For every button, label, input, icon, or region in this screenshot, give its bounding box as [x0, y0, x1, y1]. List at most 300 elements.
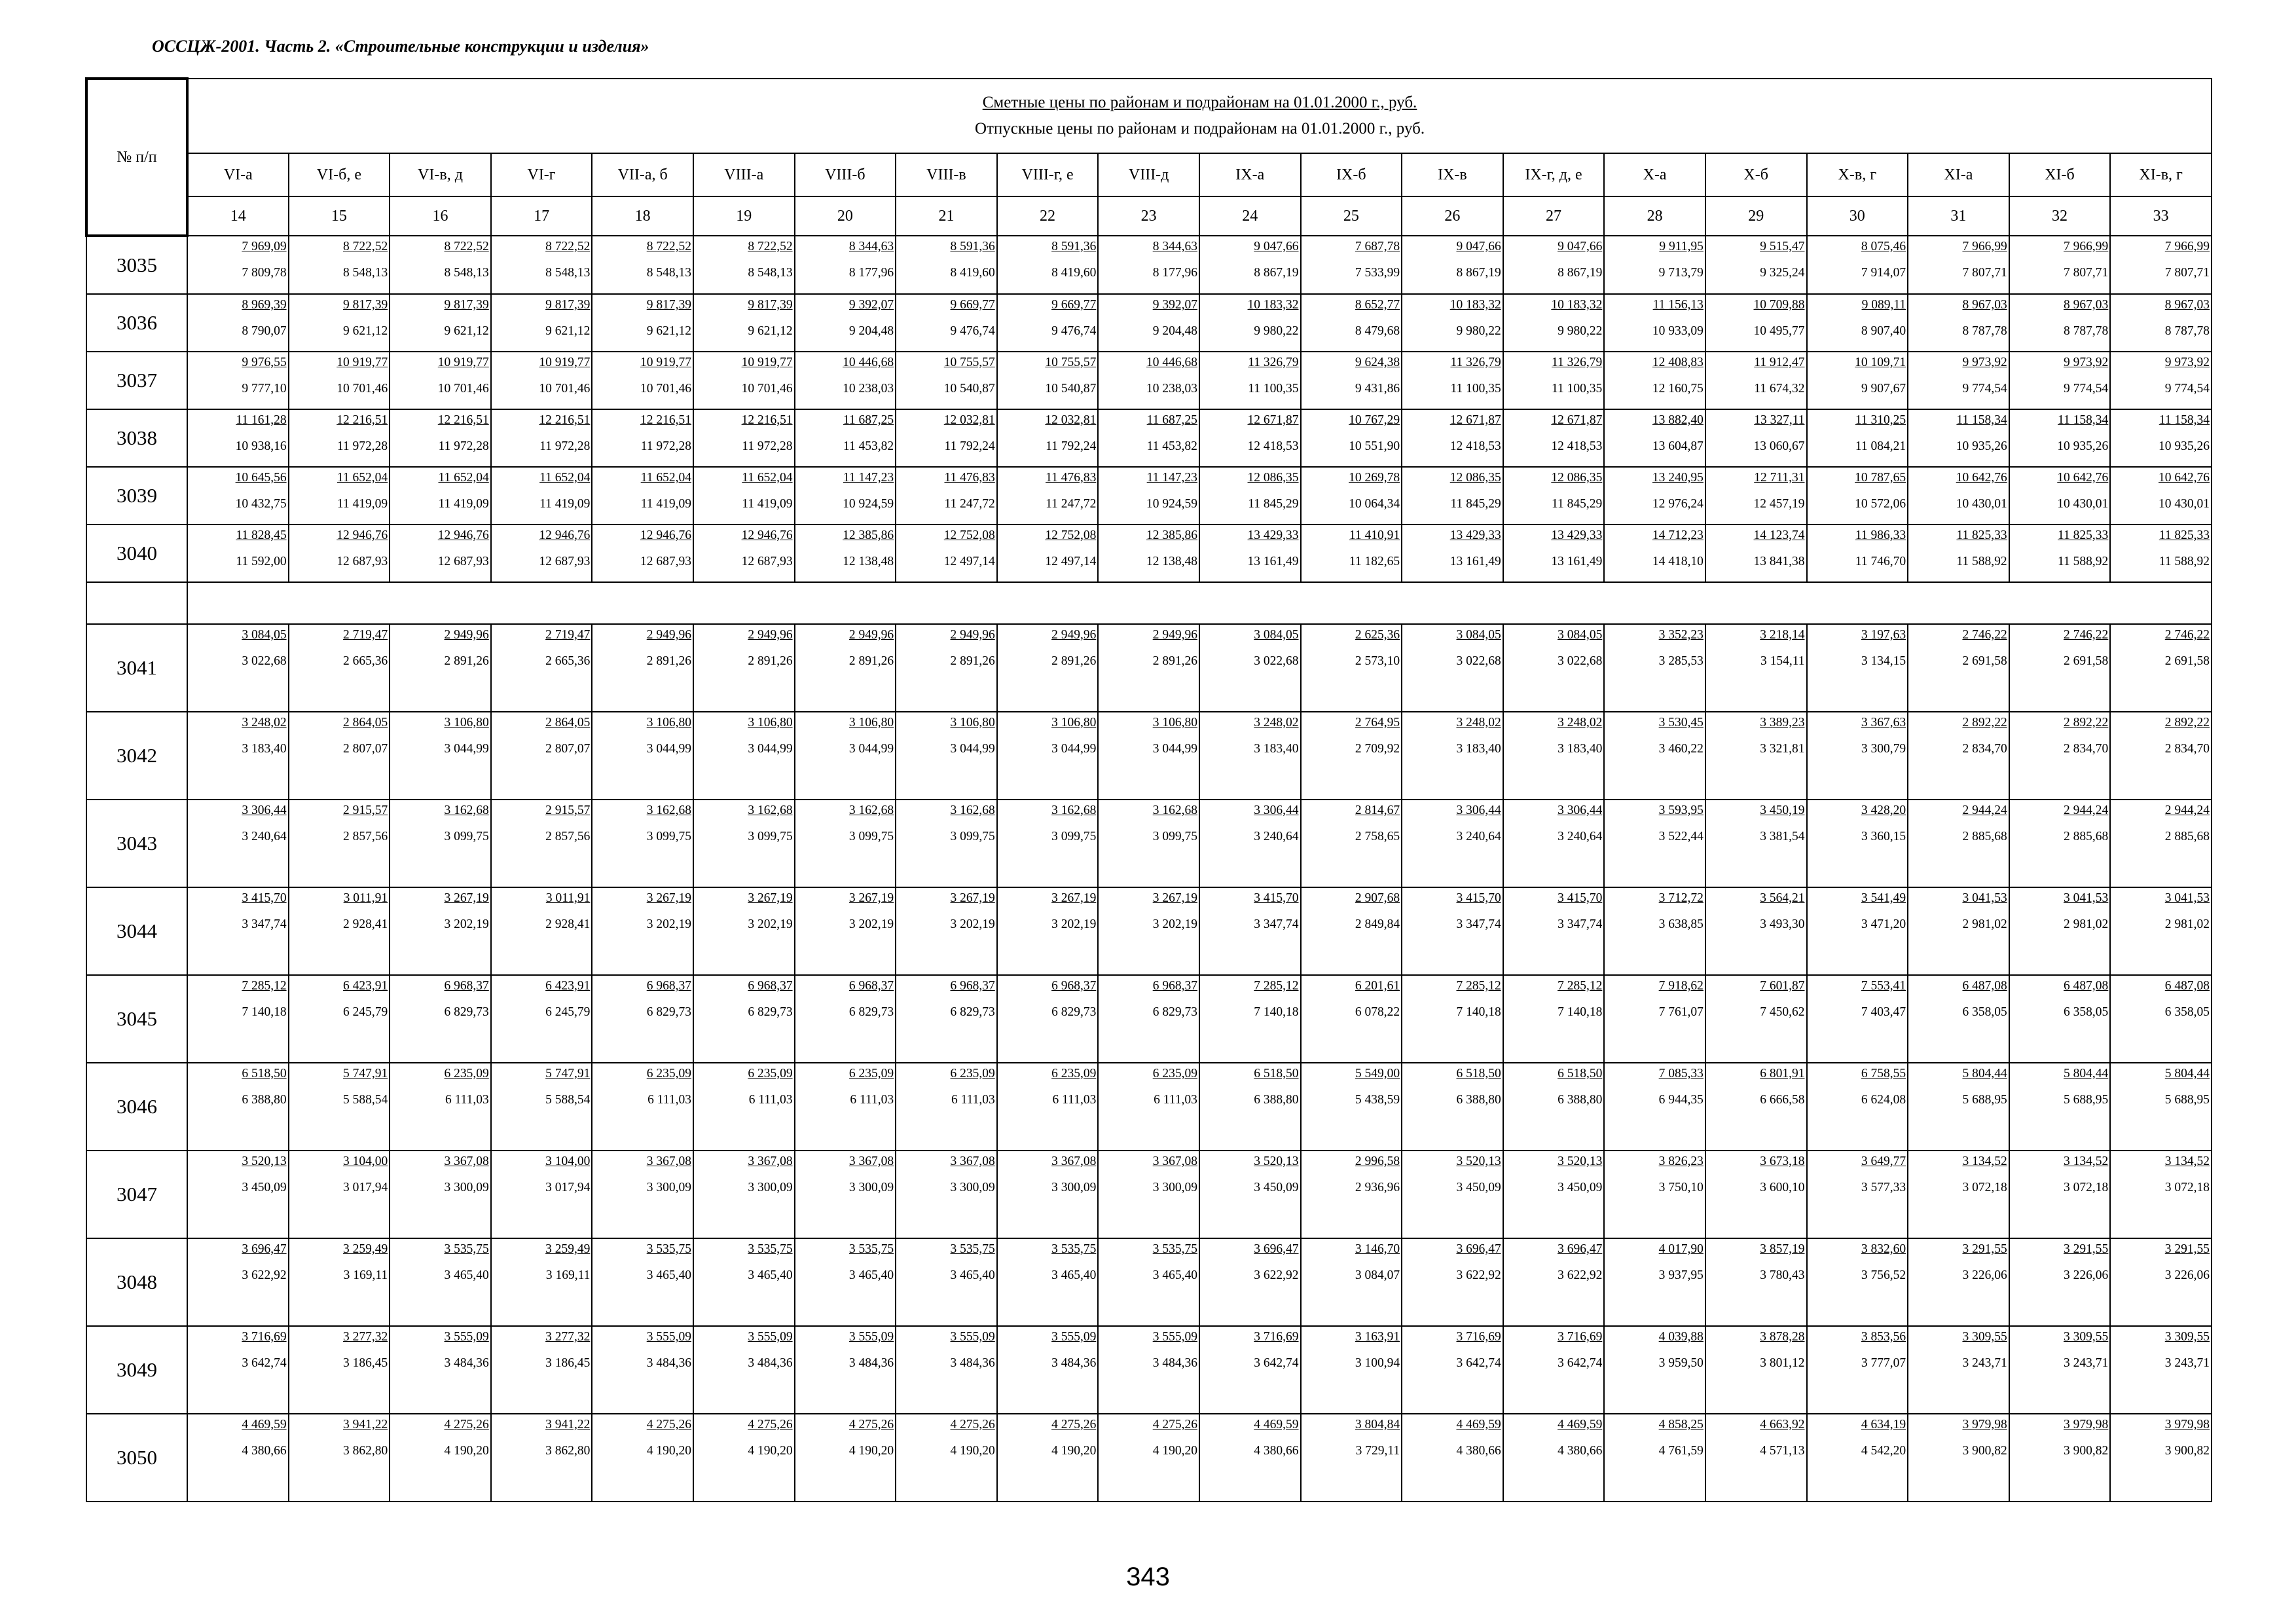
estimated-price: 3 291,55 [2164, 1242, 2210, 1256]
price-cell [1301, 800, 1402, 887]
price-cell [997, 236, 1099, 294]
estimated-price: 2 719,47 [342, 628, 388, 642]
release-price: 3 240,64 [242, 830, 287, 843]
release-price: 10 238,03 [843, 382, 894, 396]
price-cell [1402, 1326, 1503, 1414]
release-price: 11 588,92 [1956, 555, 2007, 568]
price-cell [2110, 1063, 2212, 1151]
price-cell [187, 800, 289, 887]
estimated-price: 3 696,47 [1558, 1242, 1603, 1256]
price-cell [1503, 236, 1605, 294]
estimated-price: 10 446,68 [843, 356, 894, 369]
price-cell [1199, 1063, 1301, 1151]
price-cell [1604, 467, 1705, 525]
price-cell [693, 352, 795, 409]
price-cell [1604, 712, 1705, 800]
estimated-price: 9 669,77 [1051, 298, 1097, 312]
estimated-price: 8 722,52 [444, 240, 489, 253]
release-price: 8 787,78 [2064, 324, 2109, 338]
column-number: 16 [390, 196, 491, 236]
estimated-price: 10 709,88 [1753, 298, 1805, 312]
price-cell [1503, 1063, 1605, 1151]
release-price: 2 981,02 [1962, 917, 2007, 931]
estimated-price: 3 041,53 [2164, 891, 2210, 905]
release-price: 3 484,36 [646, 1356, 691, 1370]
price-cell [795, 1326, 896, 1414]
item-code: 3048 [86, 1238, 187, 1326]
estimated-price: 3 367,08 [1152, 1154, 1197, 1168]
release-price: 2 857,56 [342, 830, 388, 843]
price-cell [491, 624, 592, 712]
estimated-price: 3 306,44 [242, 803, 287, 817]
estimated-price: 3 248,02 [1254, 716, 1299, 729]
estimated-price: 8 344,63 [1152, 240, 1197, 253]
estimated-price: 10 645,56 [235, 471, 287, 485]
release-price: 7 450,62 [1760, 1005, 1805, 1019]
region-header: XI-б [2009, 153, 2111, 196]
estimated-price: 13 327,11 [1754, 413, 1805, 427]
price-cell [1908, 236, 2009, 294]
estimated-price: 3 878,28 [1760, 1330, 1805, 1344]
price-cell [1908, 467, 2009, 525]
price-cell [896, 712, 997, 800]
release-price: 2 665,36 [342, 654, 388, 668]
price-cell [1705, 800, 1807, 887]
estimated-price: 3 267,19 [444, 891, 489, 905]
price-cell [997, 1414, 1099, 1502]
estimated-price: 3 248,02 [1558, 716, 1603, 729]
release-price: 11 746,70 [1855, 555, 1906, 568]
release-price: 7 807,71 [2064, 266, 2109, 280]
price-cell [1908, 294, 2009, 352]
estimated-price: 6 235,09 [1051, 1067, 1097, 1080]
price-cell [1503, 1326, 1605, 1414]
estimated-price: 11 912,47 [1754, 356, 1805, 369]
release-price: 11 845,29 [1450, 497, 1501, 511]
release-price: 3 622,92 [1456, 1268, 1501, 1282]
price-cell [1402, 712, 1503, 800]
release-price: 4 761,59 [1658, 1444, 1704, 1458]
region-header: VI-б, е [289, 153, 390, 196]
estimated-price: 6 968,37 [444, 979, 489, 993]
estimated-price: 11 476,83 [944, 471, 995, 485]
price-cell [1807, 1326, 1908, 1414]
estimated-price: 4 275,26 [1152, 1418, 1197, 1431]
estimated-price: 10 183,32 [1551, 298, 1603, 312]
estimated-price: 10 642,76 [2159, 471, 2210, 485]
release-price: 3 072,18 [2064, 1181, 2109, 1194]
estimated-price: 12 086,35 [1551, 471, 1603, 485]
release-price: 11 419,09 [539, 497, 591, 511]
release-price: 12 687,93 [741, 555, 793, 568]
estimated-price: 3 306,44 [1254, 803, 1299, 817]
release-price: 12 687,93 [539, 555, 591, 568]
release-price: 8 907,40 [1861, 324, 1906, 338]
release-price: 9 621,12 [342, 324, 388, 338]
price-cell [795, 887, 896, 975]
release-price: 6 111,03 [445, 1093, 489, 1107]
item-code: 3039 [86, 467, 187, 525]
price-cell [1199, 236, 1301, 294]
price-cell [1301, 975, 1402, 1063]
release-price: 3 202,19 [748, 917, 793, 931]
price-cell [1604, 294, 1705, 352]
price-cell [2009, 467, 2111, 525]
estimated-price: 3 104,00 [545, 1154, 591, 1168]
estimated-price: 6 758,55 [1861, 1067, 1906, 1080]
release-price: 4 190,20 [444, 1444, 489, 1458]
release-price: 11 100,35 [1552, 382, 1603, 396]
release-price: 10 935,26 [2159, 439, 2210, 453]
release-price: 10 540,87 [943, 382, 995, 396]
price-cell [693, 1151, 795, 1238]
price-cell [1705, 467, 1807, 525]
price-cell [2110, 467, 2212, 525]
release-price: 3 226,06 [1962, 1268, 2007, 1282]
estimated-price: 11 986,33 [1855, 528, 1906, 542]
release-price: 13 161,49 [1449, 555, 1501, 568]
estimated-price: 6 235,09 [950, 1067, 995, 1080]
release-price: 3 183,40 [1558, 742, 1603, 756]
price-cell [491, 525, 592, 582]
price-cell [1807, 525, 1908, 582]
release-price: 6 111,03 [647, 1093, 691, 1107]
release-price: 2 807,07 [342, 742, 388, 756]
price-cell [390, 467, 491, 525]
estimated-price: 11 310,25 [1855, 413, 1906, 427]
estimated-price: 6 487,08 [2064, 979, 2109, 993]
release-price: 12 138,48 [1146, 555, 1197, 568]
release-price: 9 713,79 [1658, 266, 1704, 280]
estimated-price: 10 919,77 [539, 356, 591, 369]
price-cell [1604, 800, 1705, 887]
release-price: 3 493,30 [1760, 917, 1805, 931]
price-cell [693, 975, 795, 1063]
release-price: 6 358,05 [2164, 1005, 2210, 1019]
estimated-price: 13 429,33 [1247, 528, 1299, 542]
estimated-price: 8 967,03 [2164, 298, 2210, 312]
release-price: 3 450,09 [1254, 1181, 1299, 1194]
price-cell [997, 1063, 1099, 1151]
price-cell [1503, 975, 1605, 1063]
region-header: VIII-а [693, 153, 795, 196]
column-number: 20 [795, 196, 896, 236]
release-price: 3 638,85 [1658, 917, 1704, 931]
estimated-price: 9 817,39 [646, 298, 691, 312]
item-code: 3037 [86, 352, 187, 409]
estimated-price: 3 555,09 [848, 1330, 894, 1344]
release-price: 10 933,09 [1652, 324, 1704, 338]
estimated-price: 4 663,92 [1760, 1418, 1805, 1431]
estimated-price: 3 716,69 [1558, 1330, 1603, 1344]
release-price-header: Отпускные цены по районам и подрайонам на 01.01.2000 г., руб. [974, 120, 1425, 138]
release-price: 3 044,99 [848, 742, 894, 756]
release-price: 14 418,10 [1652, 555, 1704, 568]
price-cell [1705, 975, 1807, 1063]
release-price: 3 300,09 [1152, 1181, 1197, 1194]
estimated-price: 9 047,66 [1558, 240, 1603, 253]
estimated-price: 7 966,99 [2064, 240, 2109, 253]
release-price: 3 450,09 [1456, 1181, 1501, 1194]
table-row [86, 352, 2212, 409]
release-price: 6 388,80 [1558, 1093, 1603, 1107]
release-price: 6 245,79 [545, 1005, 591, 1019]
release-price: 3 642,74 [1456, 1356, 1501, 1370]
release-price: 2 891,26 [444, 654, 489, 668]
release-price: 3 044,99 [950, 742, 995, 756]
region-header: X-а [1604, 153, 1705, 196]
release-price: 3 465,40 [1051, 1268, 1097, 1282]
release-price: 7 807,71 [2164, 266, 2210, 280]
estimated-price: 9 817,39 [748, 298, 793, 312]
release-price: 9 621,12 [444, 324, 489, 338]
release-price: 3 465,40 [444, 1268, 489, 1282]
estimated-price: 6 201,61 [1355, 979, 1400, 993]
release-price: 2 981,02 [2064, 917, 2109, 931]
estimated-price: 3 267,19 [748, 891, 793, 905]
release-price: 7 914,07 [1861, 266, 1906, 280]
estimated-price: 7 085,33 [1658, 1067, 1704, 1080]
release-price: 12 687,93 [640, 555, 691, 568]
price-cell [1503, 294, 1605, 352]
estimated-price: 9 624,38 [1355, 356, 1400, 369]
release-price: 3 750,10 [1658, 1181, 1704, 1194]
price-cell [491, 712, 592, 800]
estimated-price: 12 946,76 [539, 528, 591, 542]
price-cell [1402, 409, 1503, 467]
release-price: 6 358,05 [1962, 1005, 2007, 1019]
release-price: 3 243,71 [1962, 1356, 2007, 1370]
price-cell [997, 467, 1099, 525]
release-price: 2 834,70 [2064, 742, 2109, 756]
price-cell [289, 1326, 390, 1414]
price-cell [1098, 1326, 1199, 1414]
price-cell [1604, 1326, 1705, 1414]
estimated-price: 4 469,59 [1558, 1418, 1603, 1431]
estimated-price: 3 716,69 [1456, 1330, 1501, 1344]
price-cell [390, 236, 491, 294]
release-price: 2 691,58 [1962, 654, 2007, 668]
price-cell [187, 1326, 289, 1414]
release-price: 9 325,24 [1760, 266, 1805, 280]
estimated-price: 9 392,07 [848, 298, 894, 312]
price-cell [1807, 887, 1908, 975]
estimated-price: 11 652,04 [640, 471, 691, 485]
estimated-price: 2 949,96 [848, 628, 894, 642]
estimated-price: 10 642,76 [1956, 471, 2007, 485]
release-price: 7 533,99 [1355, 266, 1400, 280]
estimated-price: 3 163,91 [1355, 1330, 1400, 1344]
price-cell [491, 1151, 592, 1238]
section-gap-cell [187, 582, 2212, 624]
price-cell [2110, 887, 2212, 975]
price-cell [2110, 1326, 2212, 1414]
estimated-price: 3 106,80 [444, 716, 489, 729]
estimated-price: 3 535,75 [1051, 1242, 1097, 1256]
release-price: 3 243,71 [2164, 1356, 2210, 1370]
price-cell [1301, 525, 1402, 582]
estimated-price: 3 415,70 [1254, 891, 1299, 905]
price-cell [592, 236, 693, 294]
release-price: 3 642,74 [1254, 1356, 1299, 1370]
price-cell [1908, 1063, 2009, 1151]
estimated-price: 10 787,65 [1855, 471, 1906, 485]
estimated-price: 6 423,91 [545, 979, 591, 993]
item-code: 3036 [86, 294, 187, 352]
estimated-price: 5 804,44 [2164, 1067, 2210, 1080]
estimated-price: 3 564,21 [1760, 891, 1805, 905]
release-price: 2 891,26 [748, 654, 793, 668]
estimated-price: 3 541,49 [1861, 891, 1906, 905]
estimated-price: 6 968,37 [646, 979, 691, 993]
estimated-price: 3 696,47 [242, 1242, 287, 1256]
price-cell [1503, 1238, 1605, 1326]
estimated-price: 10 755,57 [1045, 356, 1097, 369]
release-price: 3 959,50 [1658, 1356, 1704, 1370]
release-price: 11 453,82 [1146, 439, 1197, 453]
release-price: 6 111,03 [951, 1093, 995, 1107]
price-cell [1098, 236, 1199, 294]
release-price: 3 099,75 [444, 830, 489, 843]
price-cell [1402, 525, 1503, 582]
release-price: 8 787,78 [1962, 324, 2007, 338]
price-cell [1503, 624, 1605, 712]
release-price: 9 907,67 [1861, 382, 1906, 396]
release-price: 10 701,46 [741, 382, 793, 396]
price-cell [795, 1238, 896, 1326]
release-price: 3 186,45 [342, 1356, 388, 1370]
release-price: 6 111,03 [1154, 1093, 1197, 1107]
price-cell [795, 409, 896, 467]
estimated-price: 2 892,22 [2164, 716, 2210, 729]
estimated-price: 12 216,51 [741, 413, 793, 427]
estimated-price: 10 109,71 [1855, 356, 1906, 369]
price-cell [1402, 1414, 1503, 1502]
price-cell [289, 294, 390, 352]
item-code: 3044 [86, 887, 187, 975]
estimated-price: 2 944,24 [2064, 803, 2109, 817]
estimated-price: 3 106,80 [848, 716, 894, 729]
release-price: 3 186,45 [545, 1356, 591, 1370]
estimated-price: 3 804,84 [1355, 1418, 1400, 1431]
price-cell [1402, 800, 1503, 887]
price-cell [187, 975, 289, 1063]
release-price: 11 972,28 [742, 439, 793, 453]
release-price: 5 688,95 [2064, 1093, 2109, 1107]
price-cell [795, 525, 896, 582]
price-cell [1402, 1151, 1503, 1238]
price-cell [289, 624, 390, 712]
estimated-price: 3 716,69 [242, 1330, 287, 1344]
release-price: 11 972,28 [337, 439, 388, 453]
estimated-price: 3 520,13 [242, 1154, 287, 1168]
price-cell [795, 1151, 896, 1238]
price-cell [1199, 1414, 1301, 1502]
price-cell [390, 409, 491, 467]
price-cell [491, 975, 592, 1063]
estimated-price: 11 652,04 [742, 471, 793, 485]
estimated-price: 9 047,66 [1254, 240, 1299, 253]
estimated-price: 3 853,56 [1861, 1330, 1906, 1344]
table-row [86, 624, 2212, 712]
release-price: 10 701,46 [640, 382, 691, 396]
estimated-price: 3 593,95 [1658, 803, 1704, 817]
release-price: 6 245,79 [342, 1005, 388, 1019]
release-price: 3 622,92 [1254, 1268, 1299, 1282]
estimated-price: 12 216,51 [539, 413, 591, 427]
estimated-price: 4 469,59 [242, 1418, 287, 1431]
price-cell [1604, 624, 1705, 712]
item-code: 3045 [86, 975, 187, 1063]
release-price: 9 774,54 [1962, 382, 2007, 396]
column-number: 25 [1301, 196, 1402, 236]
price-cell [1807, 800, 1908, 887]
estimated-price: 6 968,37 [1051, 979, 1097, 993]
estimated-price: 7 285,12 [1254, 979, 1299, 993]
estimated-price: 3 520,13 [1558, 1154, 1603, 1168]
estimated-price: 4 275,26 [748, 1418, 793, 1431]
column-number: 27 [1503, 196, 1605, 236]
release-price: 3 642,74 [242, 1356, 287, 1370]
price-cell [1503, 525, 1605, 582]
estimated-price: 8 344,63 [848, 240, 894, 253]
price-cell [289, 1151, 390, 1238]
price-cell [693, 467, 795, 525]
release-price: 11 792,24 [944, 439, 995, 453]
release-price: 12 418,53 [1551, 439, 1603, 453]
price-cell [2009, 525, 2111, 582]
price-cell [1807, 236, 1908, 294]
price-cell [1199, 1238, 1301, 1326]
price-cell [1604, 1238, 1705, 1326]
release-price: 3 044,99 [1152, 742, 1197, 756]
estimated-price: 3 134,52 [1962, 1154, 2007, 1168]
price-cell [390, 800, 491, 887]
release-price: 3 240,64 [1456, 830, 1501, 843]
estimated-price: 3 367,08 [848, 1154, 894, 1168]
region-header: IX-а [1199, 153, 1301, 196]
release-price: 3 321,81 [1760, 742, 1805, 756]
estimated-price: 12 032,81 [943, 413, 995, 427]
price-cell [491, 887, 592, 975]
estimated-price: 3 415,70 [1456, 891, 1501, 905]
price-cell [390, 1063, 491, 1151]
price-cell [1908, 1238, 2009, 1326]
release-price: 11 419,09 [742, 497, 793, 511]
estimated-price: 3 979,98 [2064, 1418, 2109, 1431]
table-row [86, 294, 2212, 352]
estimated-price: 4 275,26 [848, 1418, 894, 1431]
price-cell [795, 1414, 896, 1502]
release-price: 11 247,72 [1046, 497, 1097, 511]
estimated-price: 7 285,12 [1456, 979, 1501, 993]
price-cell [491, 1063, 592, 1151]
price-cell [997, 409, 1099, 467]
price-cell [592, 712, 693, 800]
estimated-price: 8 722,52 [646, 240, 691, 253]
estimated-price: 3 277,32 [545, 1330, 591, 1344]
price-cell [1807, 409, 1908, 467]
estimated-price: 3 555,09 [1152, 1330, 1197, 1344]
column-number: 15 [289, 196, 390, 236]
estimated-price: 6 518,50 [242, 1067, 287, 1080]
price-cell [1098, 1238, 1199, 1326]
price-cell [896, 1326, 997, 1414]
price-cell [1301, 236, 1402, 294]
price-cell [2009, 1326, 2111, 1414]
estimated-price: 11 326,79 [1552, 356, 1603, 369]
release-price: 3 044,99 [748, 742, 793, 756]
